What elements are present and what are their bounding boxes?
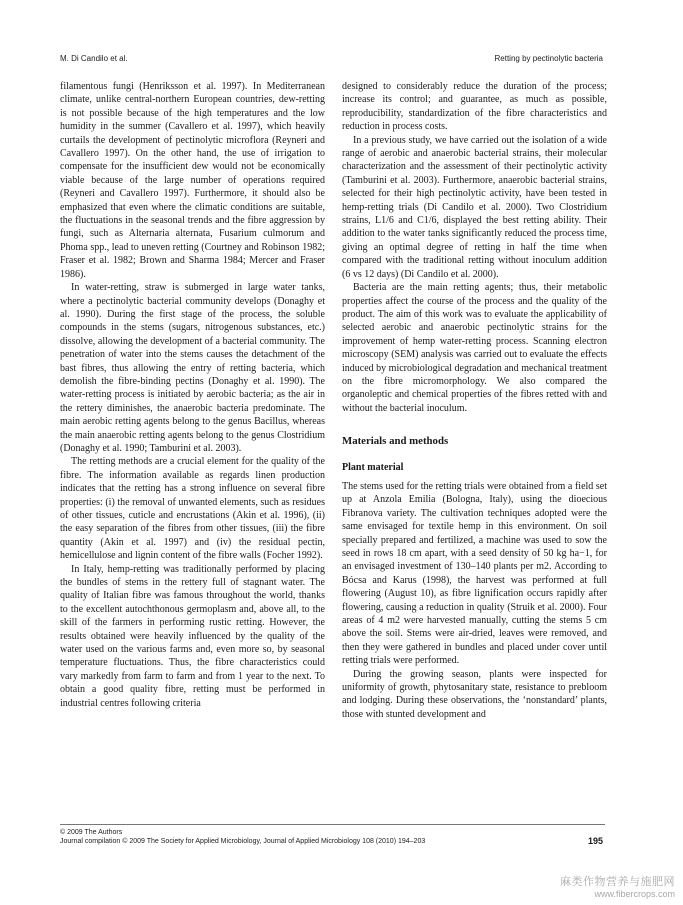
paragraph: The retting methods are a crucial element for the quality of the fibre. The information available as regards linen production indicates that the retting has a strong influence on several fibre properties: (i) the removal of unwanted elements, such as residues of other tissues, cuticle and encrustations (Akin et al. 1996), (ii) the easy separation of the fibres from other tissues, (iii) the fibre quantity (Akin et al. 1997) and (iv) the residual pectin, hemicellulose and lignin content of the fibre walls (Focher 1992). bbox=[60, 456, 325, 562]
paragraph: During the growing season, plants were inspected for uniformity of growth, phytosanitary state, resistance to prebloom and lodging. During these observations, the ‘nonstandard’ plants, those with stunted development and bbox=[342, 668, 607, 720]
subsection-heading: Plant material bbox=[342, 461, 404, 473]
footer-journal: Journal compilation © 2009 The Society for Applied Microbiology, Journal of Applied Microbiology 108 (2010) 194–203 bbox=[60, 838, 426, 845]
paragraph: Bacteria are the main retting agents; thus, their metabolic properties affect the course of the process and the quality of the product. The aim of this work was to evaluate the applicability of selected aerobic and anaerobic pectinolytic strains for the improvement of hemp water-retting process. Scanning electron microscopy (SEM) analysis was carried out to evaluate the effects induced by microbiological degradation and mechanical treatment on the fibre micromorphology. We also compared the organoleptic and chemical properties of the fibres retted with and without the bacterial inoculum. bbox=[342, 282, 607, 414]
section-heading: Materials and methods bbox=[342, 435, 449, 448]
left-column bbox=[60, 80, 325, 710]
right-column bbox=[342, 80, 607, 721]
watermark-url: www.fibercrops.com bbox=[594, 889, 675, 899]
paragraph: In water-retting, straw is submerged in large water tanks, where a pectinolytic bacterial community develops (Donaghy et al. 1990). During the first stage of the process, the soluble compounds in the stems (sugars, nitrogenous substances, etc.) dissolve, allowing the development of a bacterial community. The penetration of water into the stems causes the detachment of the bast fibres, thus allowing the entry of retting bacteria, which demolish the fibre-binding pectins (Donaghy et al. 1990). The water-retting process is initiated by aerobic bacteria; as the air in the rettery diminishes, the anaerobic bacteria predominate. The main aerobic retting agents belong to the genus Bacillus, whereas the main anaerobic retting agents belong to the genus Clostridium (Donaghy et al. 1990; Tamburini et al. 2003). bbox=[60, 282, 325, 454]
paragraph: filamentous fungi (Henriksson et al. 1997). In Mediterranean climate, unlike central-northern European countries, dew-retting is not possible because of the high temperatures and the low humidity in the summer (Cavallero et al. 1997), which heavily curtails the development of pectinolytic microflora (Reyneri and Cavallero 1997). On the other hand, the use of irrigation to compensate for the insufficient dew would not be economically viable because of the large number of operations required (Reyneri and Cavallero 1997). Furthermore, it should also be emphasized that even where the climatic conditions are suitable, the fluctuations in the seasonal trends and the fibre aggression by fungi, such as Alternaria alternata, Fusarium culmorum and Phoma spp., lead to uneven retting (Courtney and Robinson 1982; Fraser et al. 1982; Brown and Sharma 1984; Mercer and Fraser 1986). bbox=[60, 81, 325, 280]
paragraph: In Italy, hemp-retting was traditionally performed by placing the bundles of stems in the rettery full of stagnant water. The quality of Italian fibre was famous throughout the world, thanks to the excellent autochthonous germoplasm and, above all, to the skill of the farmers in performing rustic retting. However, the results obtained were heavily influenced by the quality of the water used on the various farms and, even more so, by seasonal temperature fluctuations. Thus, the fibre characteristics could vary markedly from farm to farm and from 1 year to the next. To obtain a good quality fibre, retting must be performed in industrial centres following criteria bbox=[60, 563, 325, 709]
paragraph: The stems used for the retting trials were obtained from a field set up at Anzola Emilia (Bologna, Italy), using the dioecious Fibranova variety. The cultivation techniques adopted were the same envisaged for textile hemp in this environment. On soil specially prepared and fertilized, a machine was used to sow the seed in rows 18 cm apart, with a seed density of 50 kg ha−1, for an envisaged investment of 130–140 plants per m2. According to Bócsa and Karus (1998), the harvest was performed at full flowering (August 10), as fibre lignification occurs rapidly after flowering, causing a reduction in quality (Struik et al. 2000). Four areas of 4 m2 were harvested manually, cutting the stems 5 cm above the soil. Stems were air-dried, leaves were removed, and then they were gathered in bundles and placed under cover until retting trials were performed. bbox=[342, 480, 607, 667]
footer-rule bbox=[60, 824, 605, 825]
running-head-authors: M. Di Candilo et al. bbox=[60, 54, 128, 63]
footer-copyright: © 2009 The Authors bbox=[60, 829, 123, 836]
watermark-text: 麻类作物营养与施肥网 bbox=[560, 875, 675, 888]
paragraph: designed to considerably reduce the duration of the process; increase its control; and guarantee, as much as possible, reproducibility, standardization of the fibre characteristics and reduction in process costs. bbox=[342, 81, 607, 133]
running-head-title: Retting by pectinolytic bacteria bbox=[494, 54, 603, 63]
paragraph: In a previous study, we have carried out the isolation of a wide range of aerobic and anaerobic bacterial strains, their molecular characterization and the assessment of their pectinolytic activity (Tamburini et al. 2003). Furthermore, anaerobic bacterial strains, selected for their high pectinolytic activity, have been tested in hemp-retting trials (Di Candilo et al. 2000). Two Clostridium strains, L1/6 and C1/6, displayed the best retting ability. Their addition to the water tanks significantly reduced the process time, giving an optimal degree of retting in half the time when compared with the traditional retting without inoculum addition (6 vs 12 days) (Di Candilo et al. 2000). bbox=[342, 134, 607, 280]
page-number: 195 bbox=[587, 836, 603, 846]
